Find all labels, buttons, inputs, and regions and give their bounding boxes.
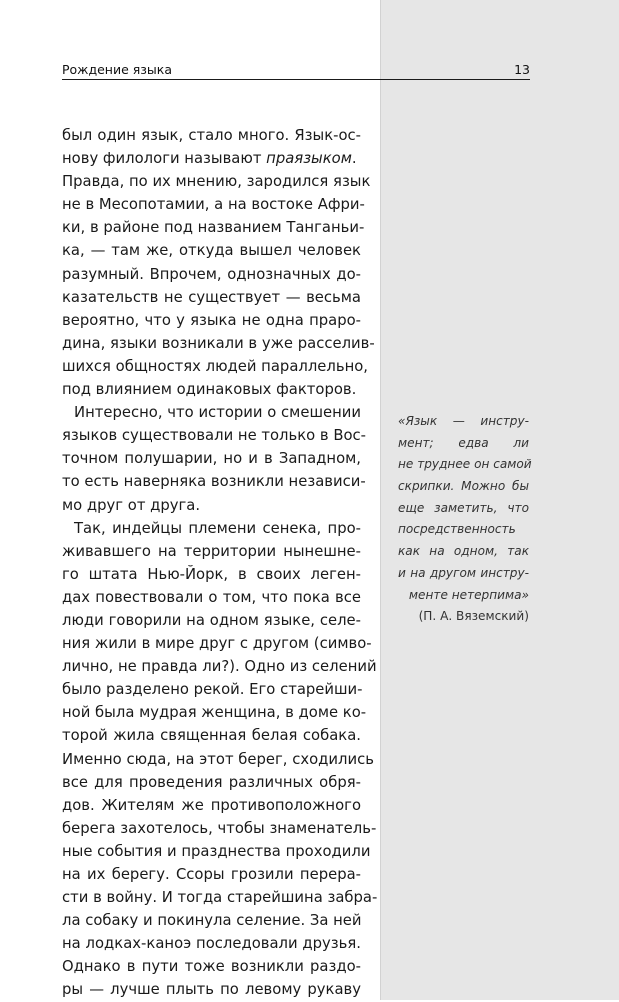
text-line: Так, индейцы племени сенека, про- xyxy=(74,519,361,537)
text-line: языков существовали не только в Вос- xyxy=(62,427,367,445)
text-fragment: . xyxy=(351,150,357,168)
text-line: мо друг от друга. xyxy=(62,496,201,514)
emphasis-term: праязыком xyxy=(266,150,352,168)
quote-author: (П. А. Вяземский) xyxy=(418,609,529,624)
text-line: шихся общностях людей параллельно, xyxy=(62,357,369,375)
running-title: Рождение языка xyxy=(62,62,172,77)
quote-line: менте нетерпима» xyxy=(408,587,529,602)
text-line: на их берегу. Ссоры грозили перера- xyxy=(62,866,361,883)
text-line: точном полушарии, но и в Западном, xyxy=(62,450,361,468)
body-text xyxy=(62,124,378,1002)
quote-line: «Язык — инстру- xyxy=(398,414,529,428)
text-line: ки, в районе под названием Танганьи- xyxy=(62,219,365,237)
text-line: ка, — там же, откуда вышел человек xyxy=(62,242,361,260)
sidebar-edge xyxy=(380,0,381,1000)
text-line: ры — лучше плыть по левому рукаву xyxy=(62,981,361,999)
text-line: берега захотелось, чтобы знаменатель- xyxy=(62,819,377,837)
text-line: вероятно, что у языка не одна прaро- xyxy=(62,311,361,329)
text-line: ной была мудрая женщина, в доме ко- xyxy=(62,704,367,722)
text-line: лично, не правда ли?). Одно из селений xyxy=(62,658,377,676)
quote-line: еще заметить, что xyxy=(398,500,529,515)
quote-line: не труднее он самой xyxy=(398,457,532,472)
text-line: живавшего на территории нынешне- xyxy=(62,542,361,560)
text-line: ла собаку и покинула селение. За ней xyxy=(62,912,362,930)
text-line xyxy=(62,147,361,170)
page-number: 13 xyxy=(514,62,530,77)
text-line: Именно сюда, на этот берег, сходились xyxy=(62,750,374,768)
text-line: под влиянием одинаковых факторов. xyxy=(62,381,357,399)
text-line: дах повествовали о том, что пока все xyxy=(62,588,361,606)
quote-line: мент; едва ли xyxy=(398,435,529,450)
text-line: было разделено рекой. Его старейши- xyxy=(62,681,363,699)
text-line: люди говорили на одном языке, селе- xyxy=(62,611,361,629)
text-fragment: нову филологи называют xyxy=(62,150,267,168)
quote-line: посредственность xyxy=(398,522,516,537)
text-line: Правда, по их мнению, зародился язык xyxy=(62,173,371,191)
text-line: не в Месопотамии, а на востоке Афри- xyxy=(62,196,365,214)
sidebar-quote xyxy=(398,411,532,628)
text-line: дина, языки возникали в уже расселив- xyxy=(62,334,375,352)
text-line: Интересно, что истории о смешении xyxy=(74,404,361,422)
text-line: на лодках-каноэ последовали друзья. xyxy=(62,935,361,953)
text-line: ные события и празднества проходили xyxy=(62,842,371,860)
quote-line: и на другом инстру- xyxy=(398,565,529,580)
text-line: все для проведения различных обря- xyxy=(62,773,361,791)
quote-line: скрипки. Можно бы xyxy=(398,479,529,494)
text-line: сти в войну. И тогда старейшина забра- xyxy=(62,889,378,907)
text-line: разумный. Впрочем, однозначных до- xyxy=(62,265,361,283)
text-line: дов. Жителям же противоположного xyxy=(62,796,361,814)
quote-line: как на одном, так xyxy=(398,544,529,559)
text-line: то есть наверняка возникли независи- xyxy=(62,473,366,491)
text-line: го штата Нью-Йорк, в своих леген- xyxy=(62,565,361,583)
header-rule xyxy=(62,79,530,80)
text-line: Однако в пути тоже возникли раздо- xyxy=(62,958,361,976)
text-line: был один язык, стало много. Язык-ос- xyxy=(62,127,361,144)
text-line: торой жила священная белая собака. xyxy=(62,727,361,745)
text-line: ния жили в мире друг с другом (симво- xyxy=(62,635,372,653)
text-line: казательств не существует — весьма xyxy=(62,288,361,306)
